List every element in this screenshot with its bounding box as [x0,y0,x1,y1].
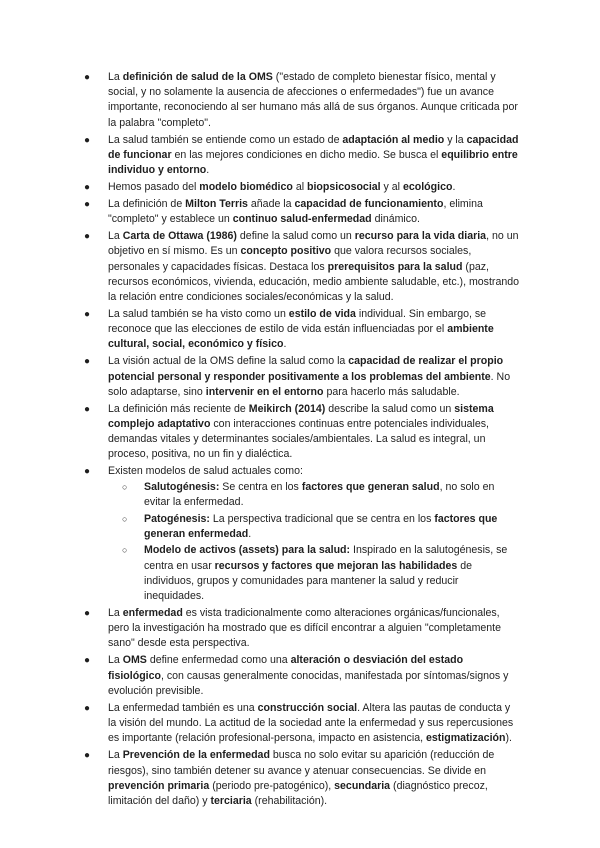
sub-list-item [122,480,520,510]
bold-text: Milton Terris [185,198,248,211]
bold-text: recurso para la vida diaria [354,230,487,243]
bold-text: capacidad de funcionamiento [294,198,444,211]
text-run: en las mejores condiciones en dicho medio. Se busca el [171,148,442,161]
text-run: define enfermedad como una [146,654,291,667]
text-run: Hemos pasado del [108,181,200,194]
bold-text: biopsicosocial [307,181,381,194]
text-run: . No solo adaptarse, sino [108,370,511,398]
text-run: , no solo en evitar la enfermedad. [144,480,495,508]
bold-text: ecológico [402,181,453,194]
hollow-bullet-icon: ○ [122,545,128,556]
list-item [84,197,520,227]
bold-text: OMS [122,654,147,667]
text-run: (paz, recursos económicos, vivienda, educación, medio ambiente saludable, etc.), mostrando la relación entre condiciones sociales/económicas y la salud. [108,260,520,304]
bullet-list [0,70,600,809]
list-item-text [108,702,513,744]
list-item-text [108,749,494,807]
text-run: La enfermedad también es una [108,701,258,714]
list-item-text [108,465,303,477]
text-run: (diagnóstico precoz, limitación del daño) y [108,779,488,807]
list-item [84,354,520,400]
bold-text: factores que generan enfermedad [144,512,498,540]
text-run: al [292,181,308,194]
bold-text: continuo salud-enfermedad [232,213,372,226]
text-run: dinámico. [371,213,420,226]
bold-text: alteración o desviación del estado fisiológico [108,654,464,682]
text-run: La [108,607,123,620]
bold-text: capacidad de funcionar [108,133,519,161]
text-run: La salud también se entiende como un estado de [108,133,343,146]
bold-text: terciaria [210,794,252,807]
bold-text: enfermedad [122,607,183,620]
text-run: La definición más reciente de [108,402,249,415]
bold-text: prevención primaria [108,779,210,792]
text-run: La [108,230,123,243]
bold-text: Modelo de activos (assets) para la salud: [144,544,351,557]
bold-text: secundaria [334,779,391,792]
sub-list-item-text [144,513,497,540]
list-item-text [108,654,508,696]
bold-text: intervenir en el entorno [205,385,324,398]
bold-text: Prevención de la enfermedad [122,749,270,762]
text-run: . Altera las pautas de conducta y la visión del mundo. La actitud de la sociedad ante la enfermedad y sus repercusiones es importante (relación profesional-persona, impacto en asistencia, [108,701,514,745]
bold-text: adaptación al medio [342,133,445,146]
bullet-icon: ● [84,309,91,321]
text-run: La [108,71,123,83]
text-run: , elimina "completo" y establece un [108,198,483,226]
text-run: . [452,181,456,194]
text-run: busca no solo evitar su aparición (reducción de riesgos), sino también detener su avance y atenuar consecuencias. Se divide en [108,749,495,777]
bullet-icon: ● [84,134,91,146]
bullet-icon: ● [84,655,91,667]
bold-text: estilo de vida [288,308,356,321]
bold-text: estigmatización [425,732,506,745]
text-run: que valora recursos sociales, personales y capacidades físicas. Destaca los [108,245,472,273]
bold-text: ambiente cultural, social, económico y físico [108,323,494,351]
list-item [84,653,520,699]
text-run: y la [444,133,467,146]
sub-list [108,480,520,605]
sub-list-item-text [144,481,494,508]
bold-text: equilibrio entre individuo y entorno [108,148,518,177]
list-item-text [108,403,494,461]
bullet-icon: ● [84,199,91,211]
bold-text: sistema complejo adaptativo [108,402,494,431]
bold-text: capacidad de realizar el propio potencial personal y responder positivamente a los problemas del ambiente [108,355,504,383]
text-run: . [283,338,287,351]
bullet-icon: ● [84,356,91,368]
bullet-icon: ● [84,702,91,714]
text-run: Existen modelos de salud actuales como: [108,465,303,478]
bold-text: Patogénesis: [144,512,210,525]
text-run: , no un objetivo en sí mismo. Es un [108,230,519,258]
sub-list-item [122,543,520,604]
text-run: La [108,749,123,762]
bullet-icon: ● [84,466,91,478]
text-run: para hacerlo más saludable. [323,385,460,398]
text-run: añade la [247,198,295,211]
bold-text: factores que generan salud [301,480,440,493]
bold-text: recursos y factores que mejoran las habilidades [214,559,458,572]
text-run: La visión actual de la OMS define la salud como la [108,355,349,368]
list-item [84,307,520,353]
bullet-icon: ● [84,72,91,83]
list-item-text [108,308,494,350]
bold-text: concepto positivo [240,245,332,258]
text-run: con interacciones continuas entre potenciales individuales, demandas vitales y determinantes sociales/ambientales. La salud es integral, un proceso, positiva, no un fin y dialéctica. [108,418,489,461]
text-run: La salud también se ha visto como un [108,308,289,321]
text-run: ). [505,732,512,745]
text-run: . [248,527,252,540]
list-item [84,229,520,305]
bold-text: Salutogénesis: [144,480,220,493]
list-item-text [108,355,510,397]
list-item-text [108,230,519,303]
list-item-text [108,607,501,649]
list-item [84,133,520,179]
bullet-icon: ● [84,608,91,620]
text-run: y al [380,181,403,194]
list-item-text [108,71,518,129]
sub-list-item [122,512,520,542]
bold-text: Carta de Ottawa (1986) [122,230,237,243]
text-run: (rehabilitación). [251,794,328,807]
bullet-icon: ● [84,403,91,415]
bold-text: construcción social [257,701,358,714]
text-run: , con causas generalmente conocidas, manifestada por síntomas/signos y evolución previsible. [108,669,509,697]
sub-list-item-text [144,544,507,602]
text-run: Se centra en los [219,480,302,493]
hollow-bullet-icon: ○ [122,481,128,492]
text-run: (periodo pre-patogénico), [209,779,335,792]
text-run: . [206,164,210,177]
text-run: de individuos, grupos y comunidades para mantener la salud y reducir inequidades. [144,559,472,603]
text-run: La perspectiva tradicional que se centra en los [209,512,435,525]
list-item [84,402,520,463]
bullet-icon: ● [84,182,91,194]
list-item [84,464,520,604]
bold-text: modelo biomédico [199,181,293,194]
text-run: La [108,654,123,667]
list-item [84,701,520,747]
text-run: Inspirado en la salutogénesis, se centra en usar [144,544,508,572]
list-item [84,70,520,131]
bold-text: prerequisitos para la salud [327,260,463,273]
list-item [84,180,520,195]
text-run: define la salud como un [236,230,355,243]
hollow-bullet-icon: ○ [122,513,128,524]
text-run: es vista tradicionalmente como alteraciones orgánicas/funcionales, pero la investigación ha mostrado que es difícil encontrar a alguien "completamente sano" desde esta perspectiva. [108,607,502,650]
bold-text: definición de salud de la OMS [122,71,273,83]
text-run: ("estado de completo bienestar físico, mental y social, y no solamente la ausencia de afecciones o enfermedades") fue un avance importante, reconociendo al ser humano más allá de sus órganos. Aunque criticada por la palabra "completo". [108,71,518,129]
text-run: La definición de [108,198,186,211]
bullet-icon: ● [84,750,91,762]
list-item-text [108,198,483,225]
list-item-text [108,181,455,193]
list-item [84,748,520,809]
bullet-icon: ● [84,231,91,243]
text-run: describe la salud como un [325,402,455,415]
list-item-text [108,134,518,176]
text-run: individual. Sin embargo, se reconoce que las elecciones de estilo de vida están influenciadas por el [108,308,487,336]
list-item [84,606,520,652]
bold-text: Meikirch (2014) [248,402,326,415]
